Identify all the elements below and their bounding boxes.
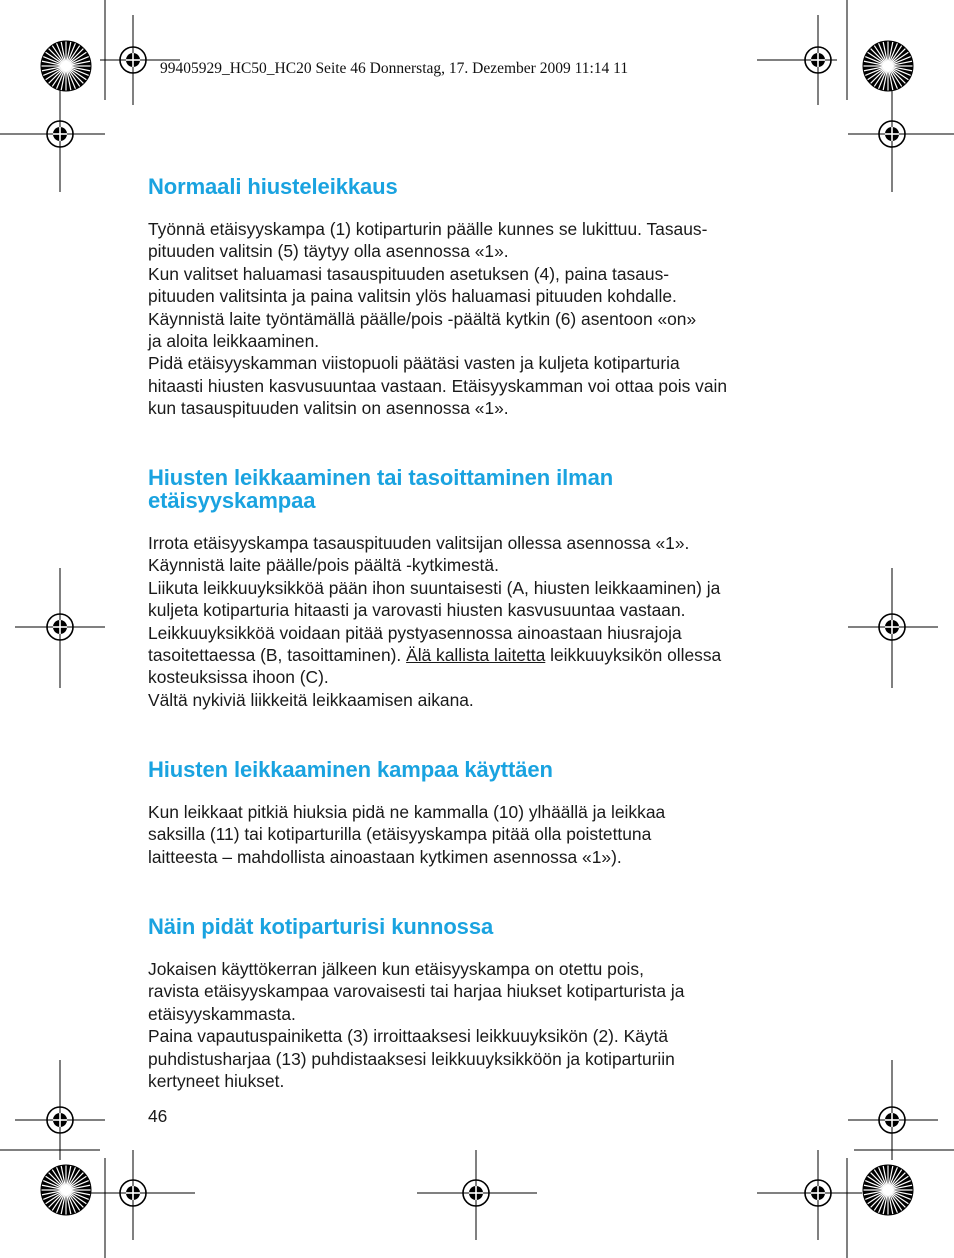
page-number: 46 (148, 1106, 168, 1126)
text-line: kuljeta kotiparturia hitaasti ja varovasti hiusten kasvusuuntaa vastaan. (148, 600, 686, 621)
text-line: Liikuta leikkuuyksikköä pään ihon suuntaisesti (A, hiusten leikkaaminen) ja (148, 577, 721, 598)
text-line: Paina vapautuspainiketta (3) irroittaaksesi leikkuuyksikön (2). Käytä (148, 1026, 669, 1047)
text-line (148, 644, 808, 666)
text-line: kertyneet hiukset. (148, 1071, 285, 1092)
print-info-header: 99405929_HC50_HC20 Seite 46 Donnerstag, 17. Dezember 2009 11:14 11 (160, 60, 629, 77)
text-line: Leikkuuyksikköä voidaan pitää pystyasennossa ainoastaan hiusrajoja (148, 622, 682, 643)
text-fragment: leikkuuyksikön ollessa (545, 645, 722, 666)
text-line: Kun valitset haluamasi tasauspituuden asetuksen (4), paina tasaus- (148, 263, 670, 284)
section-body-cutting-with-comb (148, 801, 808, 868)
text-line: pituuden valitsinta ja paina valitsin ylös haluamasi pituuden kohdalle. (148, 286, 677, 307)
text-line: Kun leikkaat pitkiä hiuksia pidä ne kammalla (10) ylhäällä ja leikkaa (148, 802, 666, 822)
text-line: Pidä etäisyyskamman viistopuoli päätäsi vasten ja kuljeta kotiparturia (148, 353, 680, 374)
text-line: pituuden valitsin (5) täytyy olla asennossa «1». (148, 241, 509, 262)
section-body-cutting-without-comb (148, 532, 808, 711)
section-heading-maintenance: Näin pidät kotiparturisi kunnossa (148, 914, 494, 939)
section-heading-normal-cutting: Normaali hiusteleikkaus (148, 174, 398, 199)
text-line: Vältä nykiviä liikkeitä leikkaamisen aikana. (148, 689, 474, 710)
text-fragment: tasoitettaessa (B, tasoittaminen). (148, 645, 407, 666)
heading-line: etäisyyskampaa (148, 488, 316, 513)
text-line: puhdistusharjaa (13) puhdistaaksesi leikkuuyksikköön ja kotiparturiin (148, 1048, 675, 1069)
section-body-maintenance (148, 958, 808, 1092)
text-line: Jokaisen käyttökerran jälkeen kun etäisyyskampa on otettu pois, (148, 959, 644, 979)
text-line: Työnnä etäisyyskampa (1) kotiparturin päälle kunnes se lukittuu. Tasaus- (148, 219, 708, 239)
section-body-normal-cutting (148, 218, 808, 420)
text-line: saksilla (11) tai kotiparturilla (etäisyyskampa pitää olla poistettuna (148, 824, 652, 845)
heading-line: Hiusten leikkaaminen tai tasoittaminen ilman (148, 465, 614, 490)
text-line: hitaasti hiusten kasvusuuntaa vastaan. Etäisyyskamman voi ottaa pois vain (148, 375, 728, 396)
text-line: ravista etäisyyskampaa varovaisesti tai harjaa hiukset kotiparturista ja (148, 981, 685, 1002)
underlined-warning: Älä kallista laitetta (406, 645, 546, 666)
text-line: ja aloita leikkaaminen. (148, 331, 320, 352)
section-heading-cutting-without-comb (148, 466, 613, 512)
text-line: kun tasauspituuden valitsin on asennossa «1». (148, 398, 509, 419)
text-line: laitteesta – mahdollista ainoastaan kytkimen asennossa «1»). (148, 846, 622, 867)
section-heading-cutting-with-comb: Hiusten leikkaaminen kampaa käyttäen (148, 757, 553, 782)
text-line: Käynnistä laite päälle/pois päältä -kytkimestä. (148, 555, 499, 576)
text-line: kosteuksissa ihoon (C). (148, 667, 329, 688)
text-line: etäisyyskammasta. (148, 1003, 296, 1024)
text-line: Irrota etäisyyskampa tasauspituuden valitsijan ollessa asennossa «1». (148, 533, 690, 553)
text-line: Käynnistä laite työntämällä päälle/pois -päältä kytkin (6) asentoon «on» (148, 308, 697, 329)
